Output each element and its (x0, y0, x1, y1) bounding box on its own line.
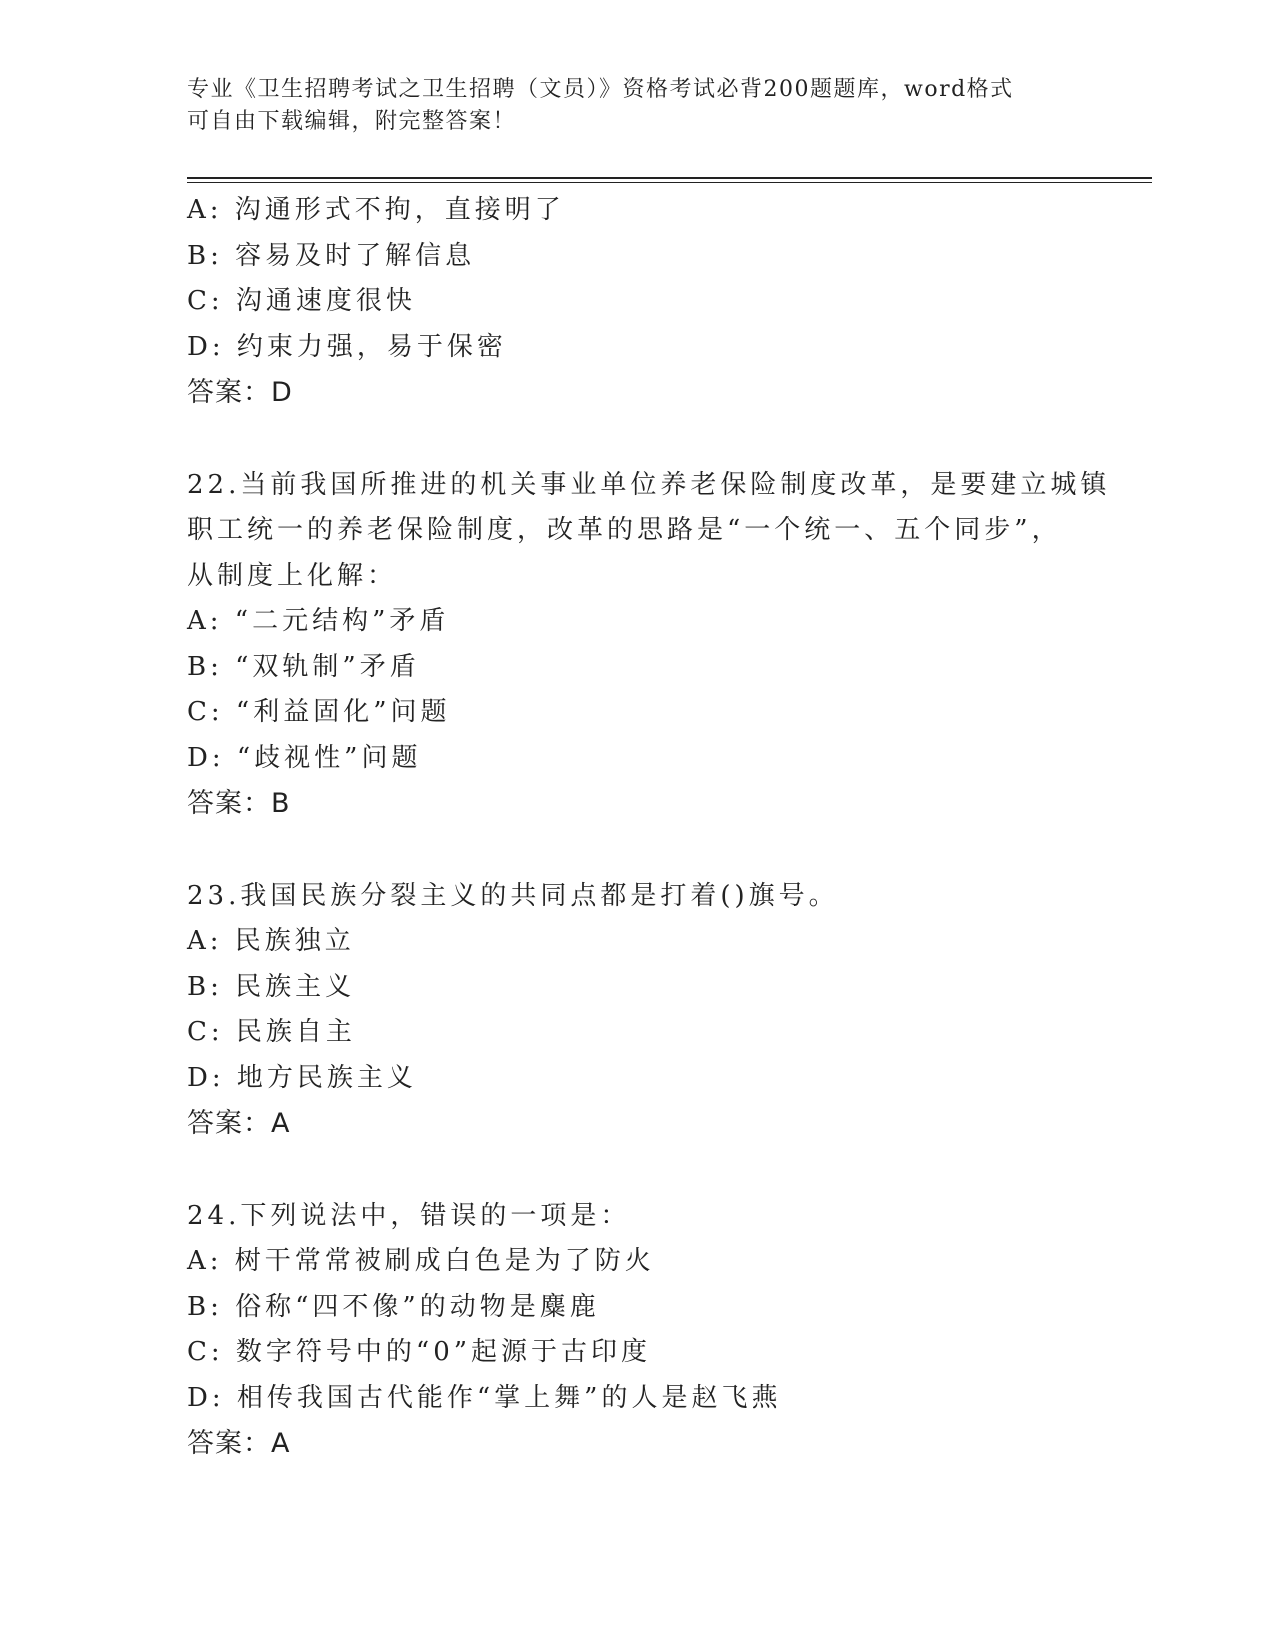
answer-line: 答案：A (187, 1108, 291, 1139)
question-stem-line: 职工统一的养老保险制度，改革的思路是“一个统一、五个同步”， (187, 515, 1062, 545)
option-a: A: 沟通形式不拘，直接明了 (187, 195, 565, 225)
answer-line: 答案：D (187, 377, 293, 408)
question-stem-line: 从制度上化解： (187, 560, 398, 591)
question-block-21 (187, 188, 1087, 416)
question-list (187, 188, 1111, 1467)
answer-line: 答案：B (187, 788, 291, 819)
question-stem-line: 24.下列说法中，错误的一项是： (187, 1200, 631, 1231)
option-a: A: “二元结构”矛盾 (187, 606, 450, 636)
option-a: A: 民族独立 (187, 926, 355, 956)
option-b: B: “双轨制”矛盾 (187, 651, 420, 682)
question-block-24 (187, 1194, 1087, 1467)
option-c: C: 数字符号中的“0”起源于古印度 (187, 1337, 652, 1367)
option-c: C: “利益固化”问题 (187, 697, 451, 727)
spacer (187, 1147, 1087, 1194)
option-b: B: 民族主义 (187, 971, 356, 1002)
option-d: D: 地方民族主义 (187, 1062, 417, 1093)
header-rule-thick (187, 177, 1152, 179)
header-rule-thin (187, 182, 1152, 183)
question-block-22 (187, 463, 1111, 827)
option-b: B: 容易及时了解信息 (187, 240, 476, 271)
spacer (187, 416, 1087, 463)
option-a: A: 树干常常被刷成白色是为了防火 (187, 1246, 655, 1276)
header-line-2: 可自由下载编辑，附完整答案！ (187, 109, 517, 134)
header-line-1: 专业《卫生招聘考试之卫生招聘（文员）》资格考试必背200题题库，word格式 (187, 77, 1014, 102)
question-stem-line: 23.我国民族分裂主义的共同点都是打着()旗号。 (187, 880, 839, 911)
option-d: D: “歧视性”问题 (187, 742, 422, 773)
option-b: B: 俗称“四不像”的动物是麋鹿 (187, 1291, 600, 1322)
question-stem-line: 22.当前我国所推进的机关事业单位养老保险制度改革，是要建立城镇 (187, 469, 1111, 500)
option-c: C: 沟通速度很快 (187, 286, 416, 316)
option-d: D: 约束力强，易于保密 (187, 331, 507, 362)
spacer (187, 827, 1087, 874)
option-c: C: 民族自主 (187, 1017, 356, 1047)
document-header (187, 74, 1087, 138)
question-block-23 (187, 874, 1087, 1147)
option-d: D: 相传我国古代能作“掌上舞”的人是赵飞燕 (187, 1382, 782, 1413)
answer-line: 答案：A (187, 1428, 291, 1459)
